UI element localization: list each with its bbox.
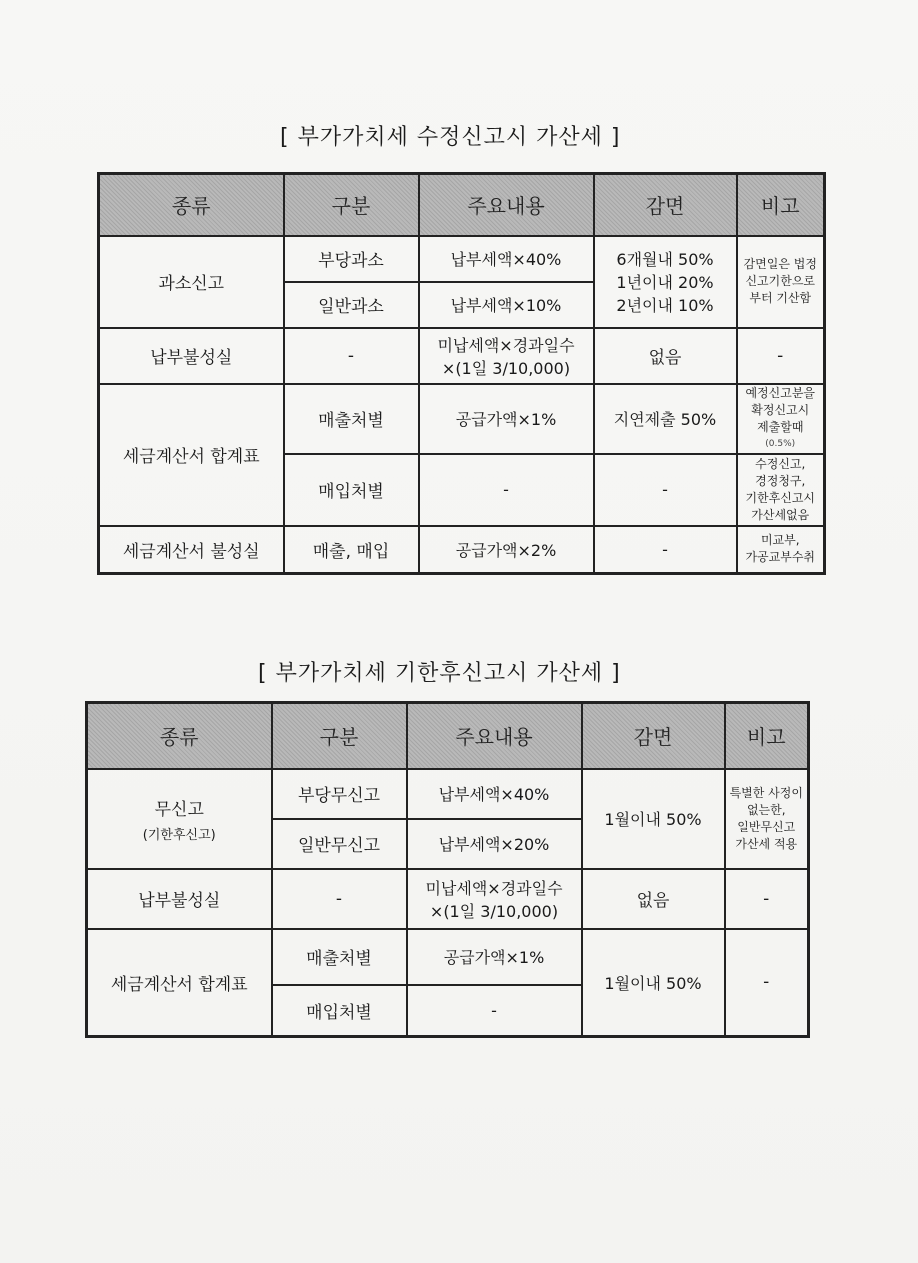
header-content: 주요내용	[407, 703, 582, 769]
header-reduction: 감면	[594, 174, 737, 236]
content-cell: 공급가액×1%	[419, 384, 594, 454]
table-header-row	[87, 703, 809, 769]
remarks-line: 부터 기산함	[749, 291, 812, 305]
reduction-line: 1년이내 20%	[616, 273, 714, 292]
table-header-row	[99, 174, 825, 236]
remarks-cell	[737, 454, 825, 526]
division-cell: 부당과소	[284, 236, 419, 282]
table-row	[99, 526, 825, 574]
remarks-line: 감면일은 법정	[743, 257, 817, 271]
amended-return-penalty-table	[97, 172, 826, 575]
remarks-cell: -	[725, 869, 809, 929]
content-line: 미납세액×경과일수	[437, 335, 575, 355]
header-division: 구분	[284, 174, 419, 236]
remarks-line: 가산세없음	[751, 507, 810, 522]
remarks-line: 경정청구,	[755, 473, 806, 488]
content-cell: 납부세액×40%	[419, 236, 594, 282]
type-cell: 납부불성실	[87, 869, 272, 929]
type-cell: 세금계산서 불성실	[99, 526, 284, 574]
content-cell: 납부세액×10%	[419, 282, 594, 328]
table-row	[87, 869, 809, 929]
reduction-cell: 없음	[582, 869, 725, 929]
remarks-line: 특별한 사정이	[729, 785, 803, 800]
table-row	[99, 236, 825, 282]
division-cell: -	[284, 328, 419, 384]
remarks-line: 가산세 적용	[735, 836, 798, 851]
header-remarks: 비고	[737, 174, 825, 236]
division-cell: 매출처별	[272, 929, 407, 985]
type-cell: 세금계산서 합계표	[99, 384, 284, 526]
remarks-cell: -	[725, 929, 809, 1037]
header-content: 주요내용	[419, 174, 594, 236]
content-cell: 납부세액×40%	[407, 769, 582, 819]
remarks-line: 제출할때	[757, 419, 804, 434]
content-line: 미납세액×경과일수	[425, 878, 563, 898]
remarks-line: 수정신고,	[755, 456, 806, 471]
division-cell: 매입처별	[284, 454, 419, 526]
remarks-line: 일반무신고	[737, 819, 796, 834]
reduction-cell: 지연제출 50%	[594, 384, 737, 454]
content-line: ×(1일 3/10,000)	[441, 358, 571, 378]
type-label: 무신고	[154, 799, 204, 820]
reduction-cell: 없음	[594, 328, 737, 384]
division-cell: 부당무신고	[272, 769, 407, 819]
content-line: ×(1일 3/10,000)	[429, 901, 559, 921]
reduction-cell: 1월이내 50%	[582, 769, 725, 869]
remarks-cell	[725, 769, 809, 869]
header-remarks: 비고	[725, 703, 809, 769]
section1-title: [ 부가가치세 수정신고시 가산세 ]	[280, 125, 621, 150]
reduction-cell: 1월이내 50%	[582, 929, 725, 1037]
type-cell	[87, 769, 272, 869]
content-cell: -	[419, 454, 594, 526]
content-cell	[419, 328, 594, 384]
table-row	[99, 328, 825, 384]
reduction-cell	[594, 236, 737, 328]
type-cell: 세금계산서 합계표	[87, 929, 272, 1037]
content-cell: 공급가액×2%	[419, 526, 594, 574]
remarks-line: 신고기한으로	[745, 274, 816, 288]
reduction-cell: -	[594, 526, 737, 574]
division-cell: 매입처별	[272, 985, 407, 1037]
division-cell: 일반과소	[284, 282, 419, 328]
remarks-line: 확정신고시	[751, 402, 810, 417]
remarks-line: 미교부,	[760, 533, 800, 548]
type-sublabel: (기한후신고)	[142, 827, 216, 843]
header-type: 종류	[99, 174, 284, 236]
content-cell	[407, 869, 582, 929]
remarks-line: 기한후신고시	[745, 490, 816, 505]
header-type: 종류	[87, 703, 272, 769]
content-cell: -	[407, 985, 582, 1037]
remarks-cell: -	[737, 328, 825, 384]
table-row	[87, 769, 809, 819]
division-cell: 매출처별	[284, 384, 419, 454]
division-cell: 일반무신고	[272, 819, 407, 869]
content-cell: 공급가액×1%	[407, 929, 582, 985]
reduction-line: 6개월내 50%	[616, 250, 714, 269]
remarks-line: 예정신고분을	[745, 385, 816, 400]
type-cell: 납부불성실	[99, 328, 284, 384]
content-cell: 납부세액×20%	[407, 819, 582, 869]
remarks-line: 없는한,	[746, 802, 786, 817]
late-return-penalty-table	[85, 701, 810, 1038]
remarks-cell	[737, 384, 825, 454]
table-row	[99, 384, 825, 454]
header-division: 구분	[272, 703, 407, 769]
reduction-cell: -	[594, 454, 737, 526]
section2-title: [ 부가가치세 기한후신고시 가산세 ]	[258, 661, 621, 686]
remarks-line: 가공교부수취	[745, 550, 816, 565]
remarks-cell	[737, 526, 825, 574]
table-row	[87, 929, 809, 985]
remarks-cell	[737, 236, 825, 328]
division-cell: 매출, 매입	[284, 526, 419, 574]
type-cell: 과소신고	[99, 236, 284, 328]
header-reduction: 감면	[582, 703, 725, 769]
remarks-rate: (0.5%)	[765, 438, 796, 449]
division-cell: -	[272, 869, 407, 929]
reduction-line: 2년이내 10%	[616, 296, 714, 315]
